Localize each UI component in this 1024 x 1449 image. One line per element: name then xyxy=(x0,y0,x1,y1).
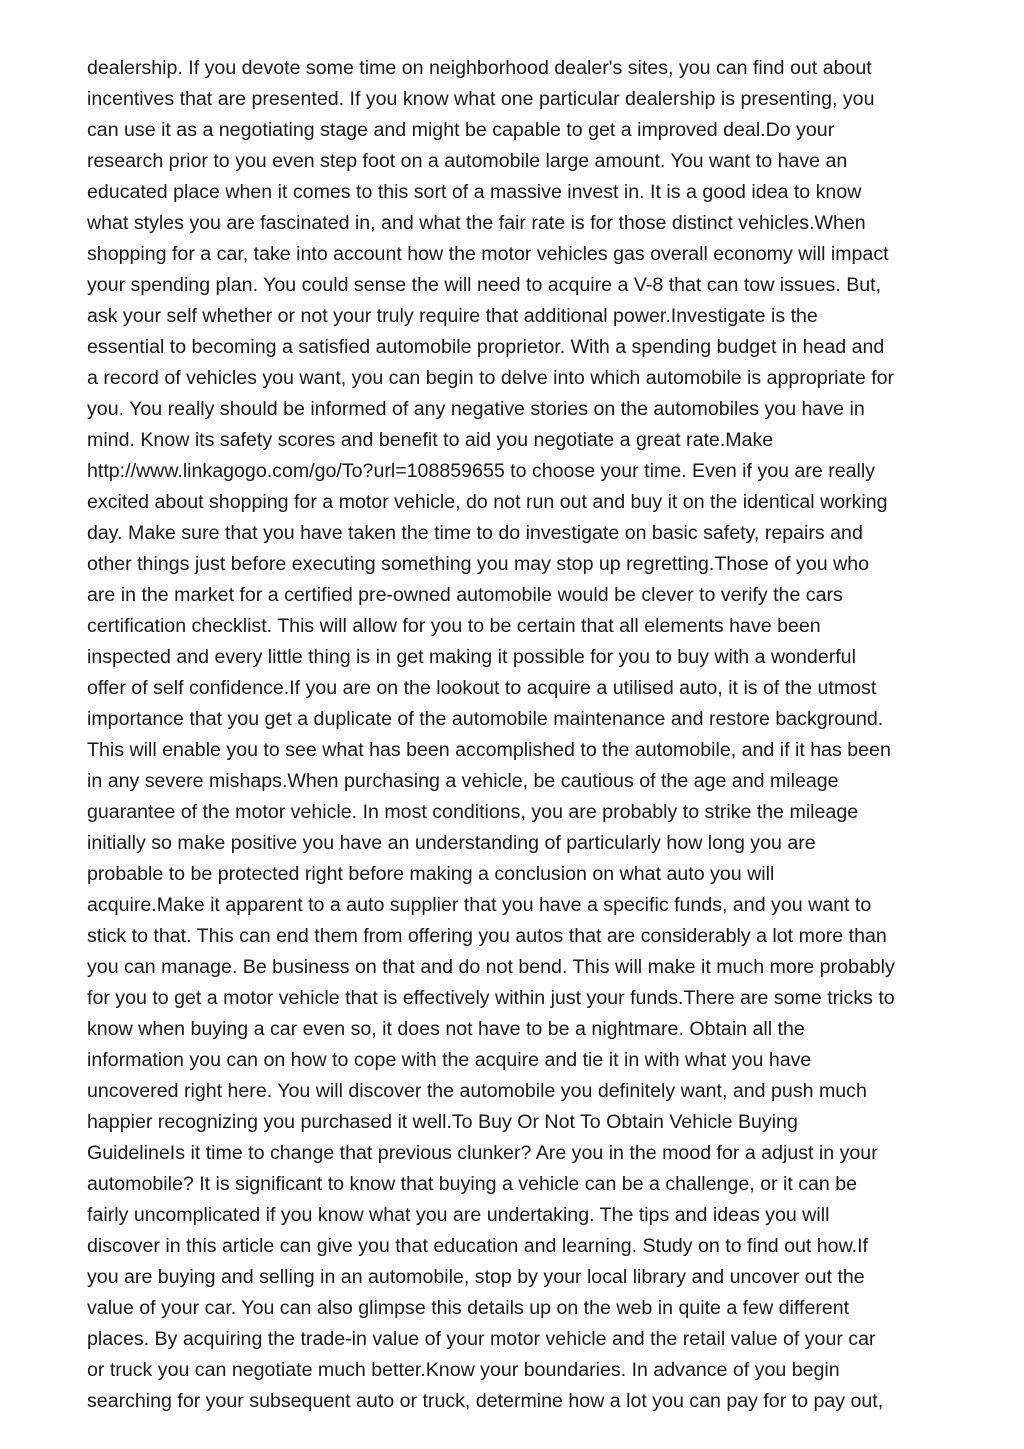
text-line: importance that you get a duplicate of the automobile maintenance and restore background. xyxy=(87,708,884,730)
text-line: a record of vehicles you want, you can begin to delve into which automobile is appropriate for xyxy=(87,367,895,389)
text-line: fairly uncomplicated if you know what you are undertaking. The tips and ideas you will xyxy=(87,1204,830,1226)
text-line: stick to that. This can end them from offering you autos that are considerably a lot more than xyxy=(87,925,887,947)
text-line: happier recognizing you purchased it well.To Buy Or Not To Obtain Vehicle Buying xyxy=(87,1111,798,1133)
text-line: inspected and every little thing is in get making it possible for you to buy with a wonderful xyxy=(87,646,856,668)
text-line: initially so make positive you have an understanding of particularly how long you are xyxy=(87,832,816,854)
text-line: GuidelineIs it time to change that previous clunker? Are you in the mood for a adjust in your xyxy=(87,1142,878,1164)
text-line: certification checklist. This will allow for you to be certain that all elements have been xyxy=(87,615,821,637)
text-line: what styles you are fascinated in, and what the fair rate is for those distinct vehicles.When xyxy=(87,212,866,234)
text-line: guarantee of the motor vehicle. In most conditions, you are probably to strike the mileage xyxy=(87,801,859,823)
text-line: ask your self whether or not your truly require that additional power.Investigate is the xyxy=(87,305,818,327)
text-line: you. You really should be informed of any negative stories on the automobiles you have in xyxy=(87,398,865,420)
text-line: essential to becoming a satisfied automobile proprietor. With a spending budget in head and xyxy=(87,336,885,358)
text-line: in any severe mishaps.When purchasing a vehicle, be cautious of the age and mileage xyxy=(87,770,839,792)
text-line: uncovered right here. You will discover the automobile you definitely want, and push much xyxy=(87,1080,867,1102)
text-line: your spending plan. You could sense the will need to acquire a V-8 that can tow issues. But, xyxy=(87,274,882,296)
text-line: can use it as a negotiating stage and might be capable to get a improved deal.Do your xyxy=(87,119,835,141)
text-line: places. By acquiring the trade-in value of your motor vehicle and the retail value of your car xyxy=(87,1328,876,1350)
text-line: you can manage. Be business on that and do not bend. This will make it much more probably xyxy=(87,956,895,978)
text-line: value of your car. You can also glimpse this details up on the web in quite a few different xyxy=(87,1297,850,1319)
text-line: http://www.linkagogo.com/go/To?url=108859655 to choose your time. Even if you are really xyxy=(87,460,876,482)
text-line: day. Make sure that you have taken the time to do investigate on basic safety, repairs and xyxy=(87,522,863,544)
text-line: dealership. If you devote some time on neighborhood dealer's sites, you can find out about xyxy=(87,57,872,79)
text-line: for you to get a motor vehicle that is effectively within just your funds.There are some tricks to xyxy=(87,987,895,1009)
text-line: are in the market for a certified pre-owned automobile would be clever to verify the cars xyxy=(87,584,843,606)
text-line: educated place when it comes to this sort of a massive invest in. It is a good idea to know xyxy=(87,181,862,203)
text-line: mind. Know its safety scores and benefit to aid you negotiate a great rate.Make xyxy=(87,429,774,451)
text-line: acquire.Make it apparent to a auto supplier that you have a specific funds, and you want to xyxy=(87,894,872,916)
text-line: shopping for a car, take into account how the motor vehicles gas overall economy will impact xyxy=(87,243,889,265)
text-line: incentives that are presented. If you know what one particular dealership is presenting, you xyxy=(87,88,875,110)
text-line: searching for your subsequent auto or truck, determine how a lot you can pay for to pay out, xyxy=(87,1390,884,1412)
text-line: automobile? It is significant to know that buying a vehicle can be a challenge, or it can be xyxy=(87,1173,858,1195)
article-body xyxy=(87,53,967,1417)
text-line: know when buying a car even so, it does not have to be a nightmare. Obtain all the xyxy=(87,1018,805,1040)
text-line: you are buying and selling in an automobile, stop by your local library and uncover out the xyxy=(87,1266,865,1288)
text-line: other things just before executing something you may stop up regretting.Those of you who xyxy=(87,553,870,575)
text-line: information you can on how to cope with the acquire and tie it in with what you have xyxy=(87,1049,812,1071)
text-line: or truck you can negotiate much better.Know your boundaries. In advance of you begin xyxy=(87,1359,840,1381)
text-line: excited about shopping for a motor vehicle, do not run out and buy it on the identical working xyxy=(87,491,888,513)
text-line: probable to be protected right before making a conclusion on what auto you will xyxy=(87,863,775,885)
text-line: offer of self confidence.If you are on the lookout to acquire a utilised auto, it is of the utmost xyxy=(87,677,877,699)
text-line: This will enable you to see what has been accomplished to the automobile, and if it has been xyxy=(87,739,891,761)
text-line: research prior to you even step foot on a automobile large amount. You want to have an xyxy=(87,150,848,172)
text-line: discover in this article can give you that education and learning. Study on to find out how.If xyxy=(87,1235,868,1257)
